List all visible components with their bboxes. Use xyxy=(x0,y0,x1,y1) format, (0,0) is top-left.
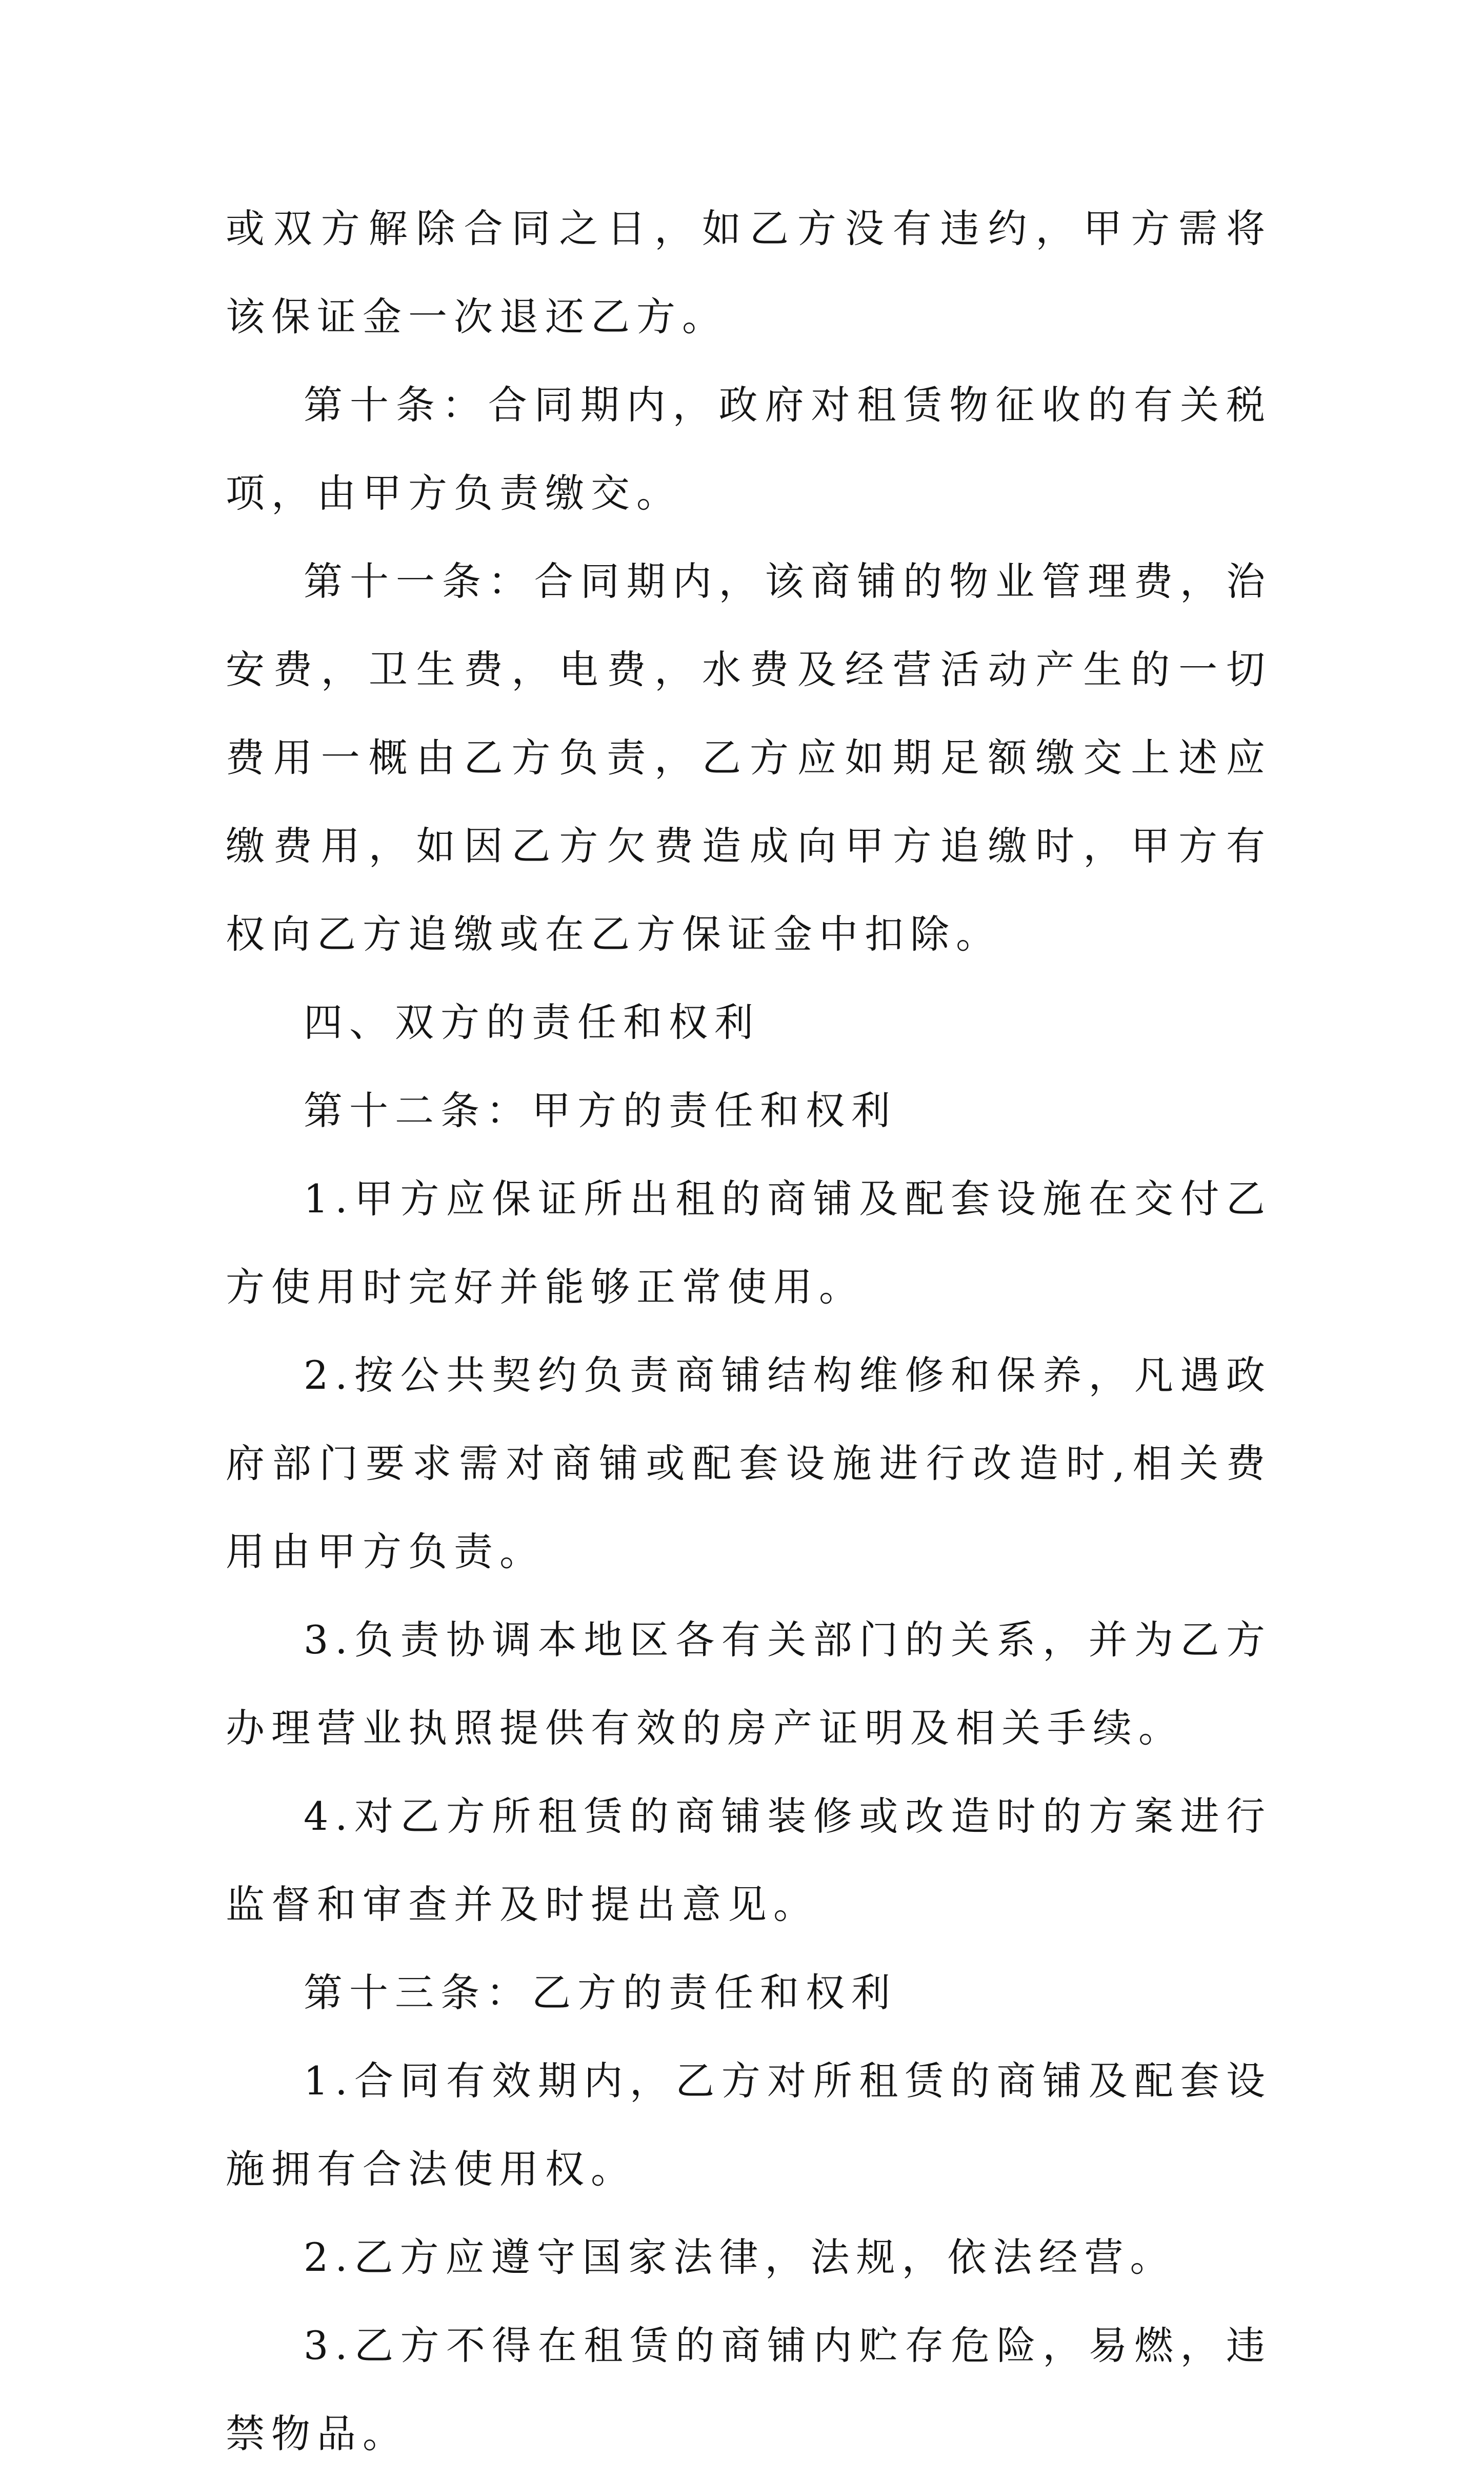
paragraph-article-12-item-3: 3.负责协调本地区各有关部门的关系，并为乙方办理营业执照提供有效的房产证明及相关手续。 xyxy=(226,1617,1272,1751)
paragraph-article-12-item-2: 2.按公共契约负责商铺结构维修和保养，凡遇政府部门要求需对商铺或配套设施进行改造时,相关费用由甲方负责。 xyxy=(226,1352,1272,1574)
paragraph-article-13-heading: 第十三条：乙方的责任和权利 xyxy=(304,1970,897,2015)
paragraph-article-12-item-4: 4.对乙方所租赁的商铺装修或改造时的方案进行监督和审查并及时提出意见。 xyxy=(226,1793,1272,1927)
paragraph-article-13-item-1: 1.合同有效期内，乙方对所租赁的商铺及配套设施拥有合法使用权。 xyxy=(226,2058,1272,2192)
paragraph-article-12-item-1: 1.甲方应保证所出租的商铺及配套设施在交付乙方使用时完好并能够正常使用。 xyxy=(226,1176,1272,1310)
document-body xyxy=(226,185,1272,2478)
paragraph-article-13-item-3: 3.乙方不得在租赁的商铺内贮存危险，易燃，违禁物品。 xyxy=(226,2323,1272,2456)
paragraph-deposit-refund: 或双方解除合同之日，如乙方没有违约，甲方需将该保证金一次退还乙方。 xyxy=(226,206,1272,339)
section-heading-responsibilities: 四、双方的责任和权利 xyxy=(304,1000,760,1045)
paragraph-article-13-item-2: 2.乙方应遵守国家法律，法规，依法经营。 xyxy=(304,2234,1176,2280)
paragraph-article-10: 第十条：合同期内，政府对租赁物征收的有关税项，由甲方负责缴交。 xyxy=(226,382,1272,516)
paragraph-article-12-heading: 第十二条：甲方的责任和权利 xyxy=(304,1088,897,1133)
paragraph-article-11: 第十一条：合同期内，该商铺的物业管理费，治安费，卫生费，电费，水费及经营活动产生的一切费用一概由乙方负责，乙方应如期足额缴交上述应缴费用，如因乙方欠费造成向甲方追缴时，甲方有权向乙方追缴或在乙方保证金中扣除。 xyxy=(226,558,1272,957)
